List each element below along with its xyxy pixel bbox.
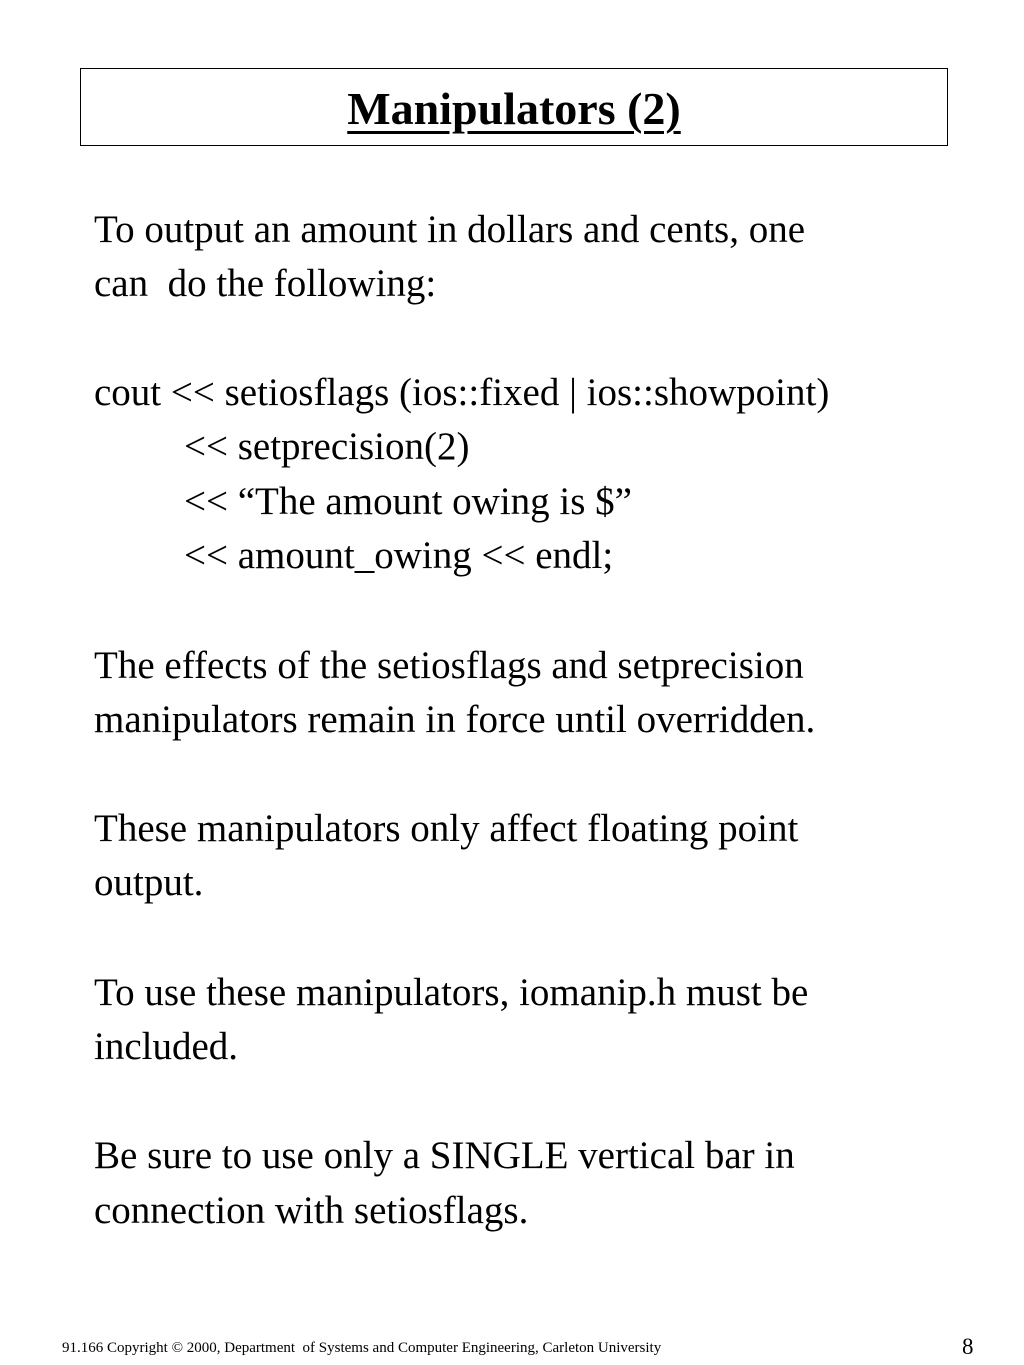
bar-line-2: connection with setiosflags. (94, 1189, 529, 1232)
slide-title: Manipulators (2) (347, 83, 681, 134)
floating-line-1: These manipulators only affect floating point (94, 807, 799, 850)
include-line-2: included. (94, 1025, 239, 1068)
bar-line-1: Be sure to use only a SINGLE vertical bar in (94, 1134, 795, 1177)
include-line-1: To use these manipulators, iomanip.h must be (94, 971, 809, 1014)
floating-line-2: output. (94, 861, 204, 904)
page-number: 8 (962, 1334, 974, 1359)
code-line-3: << “The amount owing is $” (184, 480, 632, 523)
code-line-1: cout << setiosflags (ios::fixed | ios::showpoint) (94, 371, 830, 414)
title-box (80, 68, 948, 146)
effects-line-2: manipulators remain in force until overridden. (94, 698, 816, 741)
effects-line-1: The effects of the setiosflags and setprecision (94, 644, 804, 687)
footer-copyright: 91.166 Copyright © 2000, Department of Systems and Computer Engineering, Carleton University (62, 1340, 662, 1356)
code-line-4: << amount_owing << endl; (184, 534, 614, 577)
intro-line-2: can do the following: (94, 262, 437, 305)
intro-line-1: To output an amount in dollars and cents, one (94, 208, 806, 251)
code-line-2: << setprecision(2) (184, 425, 470, 468)
